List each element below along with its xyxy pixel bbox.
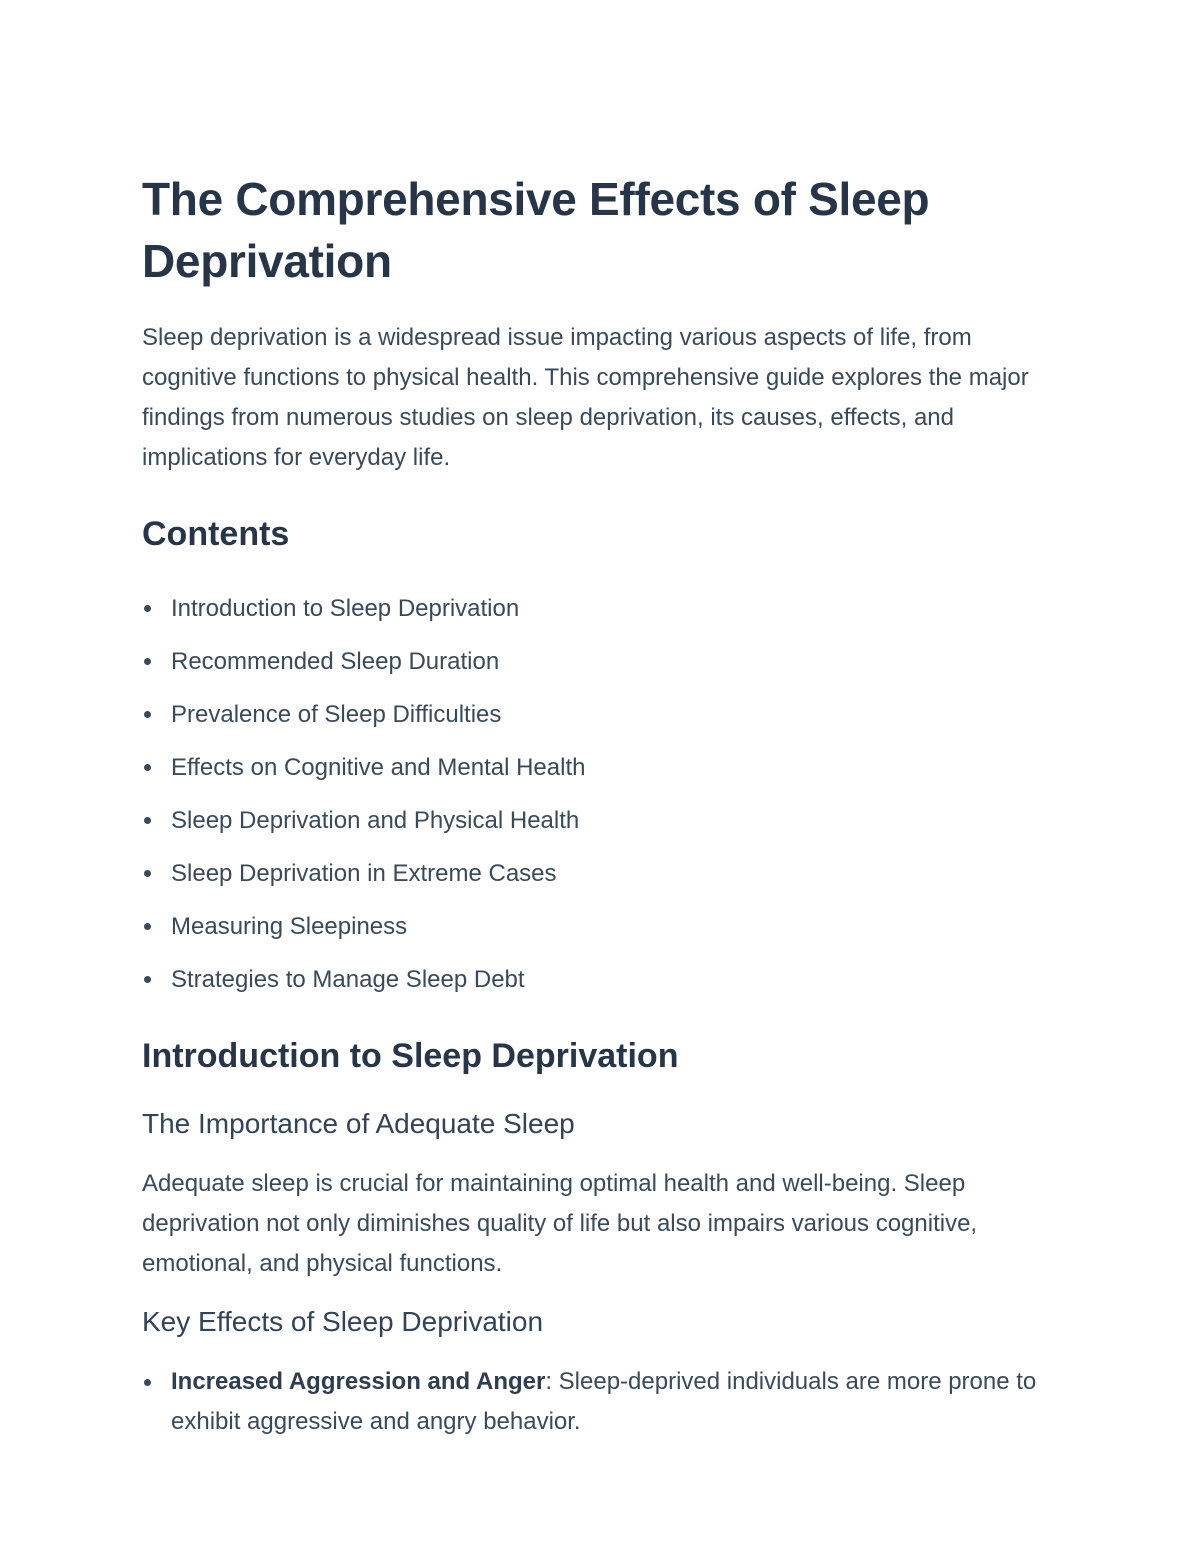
importance-subheading: The Importance of Adequate Sleep xyxy=(142,1108,575,1139)
contents-item-cognitive-mental[interactable]: Effects on Cognitive and Mental Health xyxy=(142,741,1062,794)
contents-item-strategies[interactable]: Strategies to Manage Sleep Debt xyxy=(142,953,1062,1006)
key-effects-subheading: Key Effects of Sleep Deprivation xyxy=(142,1306,544,1337)
importance-paragraph: Adequate sleep is crucial for maintaining optimal health and well-being. Sleep deprivation not only diminishes quality of life but also impairs various cognitive, emotional, and physical functions. xyxy=(142,1170,978,1277)
introduction-heading: Introduction to Sleep Deprivation xyxy=(142,1037,679,1075)
effect-term: Increased Aggression and Anger xyxy=(171,1368,546,1395)
document-title: The Comprehensive Effects of Sleep Deprivation xyxy=(142,173,930,287)
contents-item-recommended-duration[interactable]: Recommended Sleep Duration xyxy=(142,635,1062,688)
contents-list xyxy=(142,582,1062,1006)
contents-heading: Contents xyxy=(142,515,290,553)
contents-item-introduction[interactable]: Introduction to Sleep Deprivation xyxy=(142,582,1062,635)
contents-item-extreme-cases[interactable]: Sleep Deprivation in Extreme Cases xyxy=(142,847,1062,900)
key-effects-list xyxy=(142,1362,1062,1442)
document-page xyxy=(142,168,1062,1442)
intro-paragraph: Sleep deprivation is a widespread issue impacting various aspects of life, from cognitive functions to physical health. This comprehensive guide explores the major findings from numerous studies on sleep deprivation, its causes, effects, and implications for everyday life. xyxy=(142,324,1029,471)
contents-item-measuring[interactable]: Measuring Sleepiness xyxy=(142,900,1062,953)
contents-item-physical-health[interactable]: Sleep Deprivation and Physical Health xyxy=(142,794,1062,847)
list-item xyxy=(142,1362,1062,1442)
contents-item-prevalence[interactable]: Prevalence of Sleep Difficulties xyxy=(142,688,1062,741)
effect-description: : Sleep-deprived individuals are more prone to exhibit aggressive and angry behavior. xyxy=(171,1368,1037,1435)
